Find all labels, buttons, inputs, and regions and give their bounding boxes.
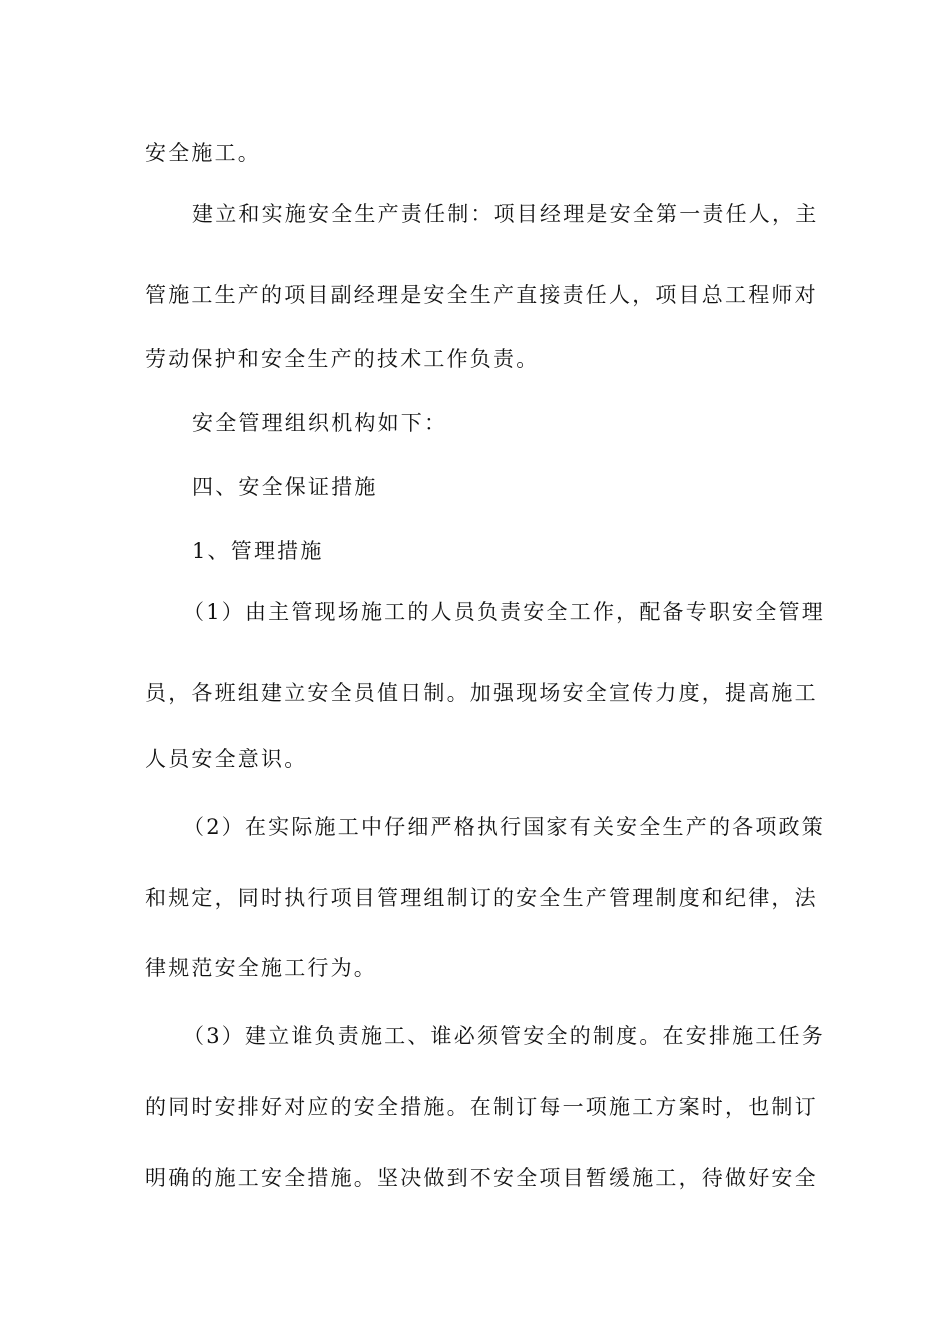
paragraph-line: 安全管理组织机构如下： bbox=[192, 411, 448, 435]
paragraph-line: （1）由主管现场施工的人员负责安全工作，配备专职安全管理 bbox=[183, 600, 825, 624]
paragraph-line: 明确的施工安全措施。坚决做到不安全项目暂缓施工，待做好安全 bbox=[145, 1166, 818, 1190]
paragraph-line: （2）在实际施工中仔细严格执行国家有关安全生产的各项政策 bbox=[183, 815, 825, 839]
paragraph-line: 管施工生产的项目副经理是安全生产直接责任人，项目总工程师对 bbox=[145, 283, 818, 307]
paragraph-line: 律规范安全施工行为。 bbox=[145, 956, 377, 980]
paragraph-line: 员，各班组建立安全员值日制。加强现场安全宣传力度，提高施工 bbox=[145, 681, 818, 705]
paragraph-line: 的同时安排好对应的安全措施。在制订每一项施工方案时，也制订 bbox=[145, 1095, 818, 1119]
paragraph-line: 人员安全意识。 bbox=[145, 747, 308, 771]
paragraph-line: 安全施工。 bbox=[145, 141, 261, 165]
paragraph-line: 劳动保护和安全生产的技术工作负责。 bbox=[145, 347, 540, 371]
subsection-heading: 1、管理措施 bbox=[192, 539, 324, 563]
paragraph-line: 和规定，同时执行项目管理组制订的安全生产管理制度和纪律，法 bbox=[145, 886, 818, 910]
paragraph-line: （3）建立谁负责施工、谁必须管安全的制度。在安排施工任务 bbox=[183, 1024, 825, 1048]
section-heading: 四、安全保证措施 bbox=[192, 475, 378, 499]
paragraph-line: 建立和实施安全生产责任制：项目经理是安全第一责任人，主 bbox=[192, 202, 819, 226]
